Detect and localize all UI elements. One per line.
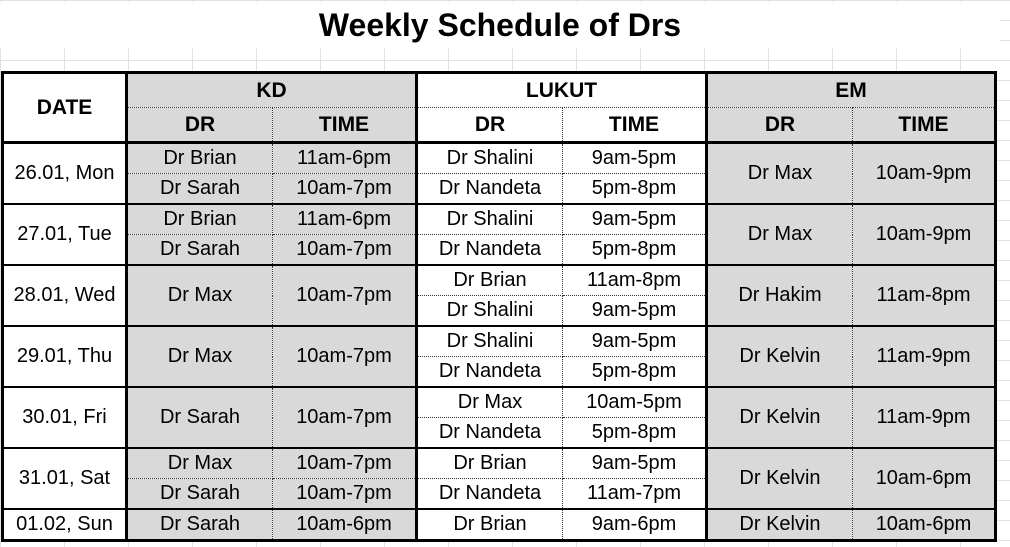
kd-dr-cell: Dr Sarah	[127, 509, 273, 541]
lukut-time-cell: 11am-8pm	[563, 265, 707, 296]
lukut-time-cell: 9am-5pm	[563, 326, 707, 357]
kd-time-cell: 10am-7pm	[273, 387, 417, 448]
lukut-time-cell: 9am-5pm	[563, 143, 707, 174]
em-time-cell: 11am-8pm	[853, 265, 996, 326]
kd-dr-cell: Dr Max	[127, 326, 273, 387]
kd-time-cell: 10am-7pm	[273, 479, 417, 510]
em-time-cell: 10am-9pm	[853, 143, 996, 205]
em-time-cell: 11am-9pm	[853, 326, 996, 387]
kd-dr-cell: Dr Max	[127, 448, 273, 479]
date-cell: 31.01, Sat	[3, 448, 127, 509]
lukut-dr-cell: Dr Shalini	[417, 143, 563, 174]
kd-time-cell: 11am-6pm	[273, 204, 417, 235]
kd-time-cell: 10am-7pm	[273, 265, 417, 326]
kd-time-cell: 11am-6pm	[273, 143, 417, 174]
em-time-cell: 10am-9pm	[853, 204, 996, 265]
lukut-dr-cell: Dr Shalini	[417, 296, 563, 327]
kd-dr-cell: Dr Sarah	[127, 479, 273, 510]
lukut-time-header: TIME	[563, 108, 707, 143]
date-cell: 01.02, Sun	[3, 509, 127, 541]
date-header: DATE	[3, 73, 127, 143]
lukut-dr-cell: Dr Shalini	[417, 326, 563, 357]
lukut-dr-cell: Dr Brian	[417, 509, 563, 541]
kd-time-cell: 10am-7pm	[273, 174, 417, 205]
schedule-table	[1, 71, 997, 542]
em-dr-cell: Dr Kelvin	[707, 387, 853, 448]
em-time-cell: 11am-9pm	[853, 387, 996, 448]
kd-dr-header: DR	[127, 108, 273, 143]
date-cell: 30.01, Fri	[3, 387, 127, 448]
em-dr-cell: Dr Kelvin	[707, 326, 853, 387]
lukut-time-cell: 5pm-8pm	[563, 357, 707, 388]
lukut-time-cell: 9am-5pm	[563, 296, 707, 327]
lukut-dr-cell: Dr Nandeta	[417, 357, 563, 388]
kd-time-cell: 10am-6pm	[273, 509, 417, 541]
table-row	[3, 509, 996, 541]
table-row	[3, 387, 996, 418]
lukut-dr-cell: Dr Nandeta	[417, 479, 563, 510]
kd-time-cell: 10am-7pm	[273, 235, 417, 266]
page-title: Weekly Schedule of Drs	[0, 2, 1000, 48]
em-dr-cell: Dr Hakim	[707, 265, 853, 326]
lukut-dr-cell: Dr Brian	[417, 448, 563, 479]
lukut-dr-cell: Dr Shalini	[417, 204, 563, 235]
table-row	[3, 204, 996, 235]
lukut-dr-cell: Dr Nandeta	[417, 235, 563, 266]
schedule-body	[3, 143, 996, 541]
kd-dr-cell: Dr Brian	[127, 143, 273, 174]
table-row	[3, 448, 996, 479]
location-header-kd: KD	[127, 73, 417, 108]
em-dr-cell: Dr Max	[707, 204, 853, 265]
date-cell: 29.01, Thu	[3, 326, 127, 387]
em-dr-header: DR	[707, 108, 853, 143]
table-row	[3, 326, 996, 357]
lukut-time-cell: 9am-5pm	[563, 448, 707, 479]
date-cell: 27.01, Tue	[3, 204, 127, 265]
lukut-time-cell: 5pm-8pm	[563, 174, 707, 205]
em-dr-cell: Dr Max	[707, 143, 853, 205]
kd-dr-cell: Dr Max	[127, 265, 273, 326]
em-time-cell: 10am-6pm	[853, 448, 996, 509]
date-cell: 26.01, Mon	[3, 143, 127, 205]
kd-time-cell: 10am-7pm	[273, 448, 417, 479]
lukut-time-cell: 9am-6pm	[563, 509, 707, 541]
location-header-em: EM	[707, 73, 996, 108]
lukut-dr-cell: Dr Nandeta	[417, 174, 563, 205]
date-cell: 28.01, Wed	[3, 265, 127, 326]
lukut-time-cell: 5pm-8pm	[563, 418, 707, 449]
lukut-dr-cell: Dr Brian	[417, 265, 563, 296]
em-time-cell: 10am-6pm	[853, 509, 996, 541]
location-header-lukut: LUKUT	[417, 73, 707, 108]
em-dr-cell: Dr Kelvin	[707, 448, 853, 509]
kd-time-header: TIME	[273, 108, 417, 143]
lukut-dr-cell: Dr Max	[417, 387, 563, 418]
lukut-dr-cell: Dr Nandeta	[417, 418, 563, 449]
lukut-time-cell: 5pm-8pm	[563, 235, 707, 266]
lukut-dr-header: DR	[417, 108, 563, 143]
em-time-header: TIME	[853, 108, 996, 143]
lukut-time-cell: 9am-5pm	[563, 204, 707, 235]
kd-dr-cell: Dr Sarah	[127, 235, 273, 266]
lukut-time-cell: 10am-5pm	[563, 387, 707, 418]
kd-dr-cell: Dr Sarah	[127, 387, 273, 448]
table-row	[3, 143, 996, 174]
em-dr-cell: Dr Kelvin	[707, 509, 853, 541]
kd-dr-cell: Dr Sarah	[127, 174, 273, 205]
lukut-time-cell: 11am-7pm	[563, 479, 707, 510]
kd-dr-cell: Dr Brian	[127, 204, 273, 235]
table-row	[3, 265, 996, 296]
kd-time-cell: 10am-7pm	[273, 326, 417, 387]
